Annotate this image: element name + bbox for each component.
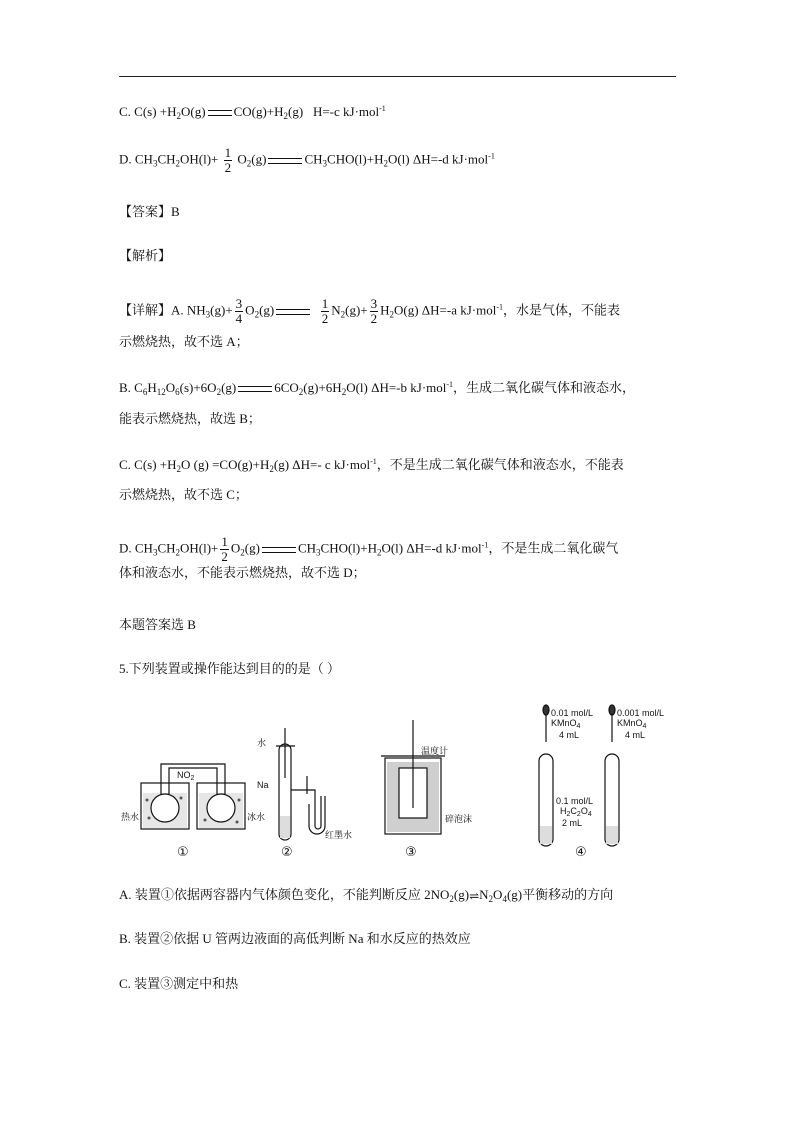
circled-1: ① [177, 845, 189, 858]
label-water: 水 [257, 738, 267, 748]
label-kmno4-b-name: KMnO$_4$ [617, 718, 647, 730]
detail-d-line2: 体和液态水，不能表示燃烧热，故不选 D； [119, 565, 366, 580]
label-red-ink: 红墨水 [325, 830, 353, 840]
detail-c-line2: 示燃烧热，故不选 C； [119, 487, 248, 502]
label-oxalic-vol: 2 mL [562, 818, 583, 828]
apparatus-1 [141, 764, 245, 829]
apparatus-3 [381, 720, 445, 834]
detail-b: B. $C_6H_{12}O_6(s)+6O_2(g)$ $6CO_2(g)+6H_2O(l)$ ΔH=-b kJ·mol$^{-1}$，生成二氧化碳气体和液态水， [119, 380, 636, 397]
analysis-title: 【解析】 [119, 248, 172, 263]
option-b: B. 装置②依据 U 管两边液面的高低判断 Na 和水反应的热效应 [119, 931, 471, 946]
label-oxalic-conc: 0.1 mol/L [556, 796, 594, 806]
option-d-top: D. $CH_3CH_2OH(l)+$ $\frac{1}{2}$ $O_2(g)$ $CH_3CHO(l)+H_2O(l)$ ΔH=-d kJ·mol$^{-1}$ [119, 145, 495, 175]
apparatus-drawing [119, 698, 679, 858]
equals-sign [208, 110, 232, 116]
fraction: $\frac{1}{2}$ [224, 145, 232, 175]
option-a: A. 装置①依据两容器内气体颜色变化，不能判断反应 $2NO_2(g)\rightleftharpoons N_2O_4(g)$平衡移动的方向 [119, 887, 614, 904]
equals-sign [268, 158, 302, 164]
label-oxalic-name: $H_2C_2O_4$ [560, 806, 592, 818]
circled-3: ③ [405, 845, 417, 858]
detail-a: 【详解】A. $NH_3(g)+$ $\frac{3}{4}$ $O_2(g)$ $\frac{1}{2}$ $N_2(g)+$ $\frac{3}{2}$ $H_2O(g)$ ΔH=-a kJ·mol$^{-1}$，水是气体，不能表 [119, 296, 621, 326]
detail-d: D. $CH_3CH_2OH(l)+$ $\frac{1}{2}$ $O_2(g)$ $CH_3CHO(l)+H_2O(l)$ ΔH=-d kJ·mol$^{-1}$，不是生成二氧化碳气 [119, 534, 619, 564]
equals-sign [262, 547, 296, 553]
label-hot-water: 热水 [121, 812, 140, 822]
label-kmno4-a-name: KMnO$_4$ [551, 718, 581, 730]
label-kmno4-b-vol: 4 mL [625, 730, 646, 740]
question-5: 5.下列装置或操作能达到目的的是（ ） [119, 661, 341, 676]
label-thermometer: 温度计 [421, 746, 449, 756]
option-c: C. 装置③测定中和热 [119, 976, 239, 991]
label-kmno4-b-conc: 0.001 mol/L [617, 708, 665, 718]
label-na: Na [257, 780, 269, 790]
equilibrium-arrow: ⇌ [469, 889, 480, 904]
label-no2: $NO_2$ [177, 770, 195, 782]
detail-b-line2: 能表示燃烧热，故选 B； [119, 411, 261, 426]
equals-sign [238, 386, 272, 392]
option-c-top: C. $C(s) +H_2O(g)$ $CO(g)+H_2(g)$ H=-c kJ·mol$^{-1}$ [119, 104, 386, 121]
circled-4: ④ [575, 845, 587, 858]
apparatus-figure [119, 698, 679, 858]
label-foam: 碎泡沫 [445, 814, 473, 824]
label-kmno4-a-conc: 0.01 mol/L [551, 708, 594, 718]
header-rule [119, 76, 676, 77]
detail-a-line2: 示燃烧热，故不选 A； [119, 334, 249, 349]
conclusion: 本题答案选 B [119, 617, 196, 632]
apparatus-2 [276, 728, 325, 840]
label-kmno4-a-vol: 4 mL [559, 730, 580, 740]
label-ice-water: 冰水 [247, 812, 266, 822]
detail-c: C. $C(s) +H_2O$ $(g) =CO(g)+H_2(g)$ ΔH=- c kJ·mol$^{-1}$，不是生成二氧化碳气体和液态水，不能表 [119, 457, 624, 474]
answer: 【答案】B [119, 204, 180, 219]
circled-2: ② [281, 845, 293, 858]
equals-sign [276, 309, 310, 315]
